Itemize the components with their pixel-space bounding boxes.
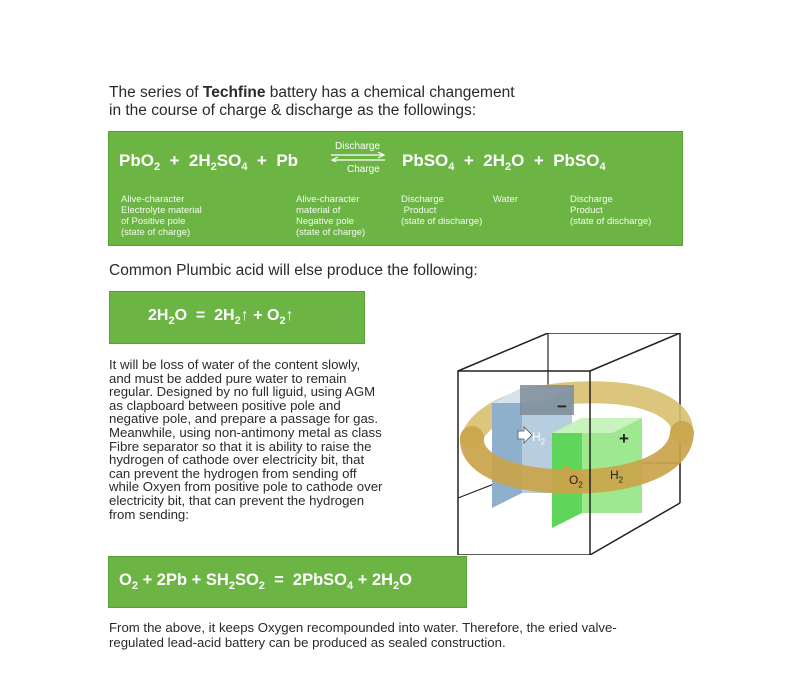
discharge-label: Discharge [335,141,381,152]
h: H [610,468,619,482]
plus: + [253,307,263,324]
charge-label: Charge [347,164,380,175]
intro-line-1 [109,84,609,102]
electrolysis-equation [148,307,294,327]
o2: O [266,307,280,324]
h2so4-mid: SO [216,151,242,170]
equals: = [274,571,284,589]
pbso4: PbSO [402,151,449,170]
o2-label [569,473,583,489]
pbso4: 2PbSO [292,571,347,589]
o2-sub: 2 [131,580,138,592]
gas-up-arrow-icon: ↑ [240,307,249,324]
lhs-o: O [174,307,188,324]
subheading: Common Plumbic acid will else produce the following: [109,262,478,279]
lhs: 2H [148,307,169,324]
h2o-sub: 2 [393,580,400,592]
reversible-arrow [329,140,387,174]
positive-sign: + [619,429,629,448]
h2so4-sub2: 4 [241,161,248,173]
pbso4: PbSO [553,151,600,170]
h: H [532,430,541,444]
h2o-o: O [511,151,525,170]
equation-products [402,151,606,173]
plus: + [142,571,153,589]
caption-pbso4-b: Discharge Product (state of discharge) [570,194,652,227]
caption-pbso4-a: Discharge Product (state of discharge) [401,194,483,227]
battery-cube-graphic [452,333,702,555]
h2so4-sub1: 2 [210,161,217,173]
reaction-equation-box [108,131,683,246]
brand-name: Techfine [202,84,266,101]
intro-line-2: in the course of charge & discharge as the followings: [109,102,477,119]
intro-line1-suffix: battery has a chemical changement [265,84,515,101]
plus: + [256,151,267,170]
inner-h2-label [532,430,545,446]
lhs-sub: 2 [168,315,175,327]
sh: SH [205,571,229,589]
caption-water: Water [493,194,518,205]
h2so4: 2H [188,151,211,170]
equals: = [195,307,206,324]
sub: 2 [540,437,546,447]
sh-sub: 2 [228,580,235,592]
h2: 2H [214,307,235,324]
pb: 2Pb [156,571,188,589]
intro-text [109,84,609,120]
sub: 2 [578,480,583,490]
negative-sign: − [557,397,567,416]
pbo2-sub: 2 [153,161,161,173]
o: O [569,473,579,487]
pbso4-sub: 4 [599,161,606,173]
electrolysis-equation-box [109,291,365,344]
h2o-sub: 2 [505,161,512,173]
h2o: 2H [483,151,505,170]
pb: Pb [276,151,299,170]
plus: + [169,151,180,170]
sub: 2 [618,475,624,485]
h2o-o: O [399,571,413,589]
pbso4-sub: 4 [347,580,354,592]
o2-sub: 2 [279,315,286,327]
plus: + [533,151,544,170]
plus: + [463,151,474,170]
intro-prefix: The series of [109,84,203,101]
description-paragraph: It will be loss of water of the content slowly, and must be added pure water to remain regular. Designed by no full liguid, using AGM as clapboard between positive pole and negative pole, and prepare a passage for gas. Meanwhile, using non-antimony metal as class Fibre separator so that it is ability to raise the hydrogen of cathode over electricity bit, that can prevent the hydrogen from sending off while Oxyen from positive pole to cathode over electricity bit, that can prevent the hydrogen from sending: [109,357,383,522]
conclusion-paragraph: From the above, it keeps Oxygen recompounded into water. Therefore, the eried valve- regulated lead-acid battery can be produced as sealed construction. [109,620,617,650]
caption-pb: Alive-character material of Negative pole (state of charge) [296,194,366,238]
caption-pbo2: Alive-character Electrolyte material of Positive pole (state of charge) [121,194,202,238]
double-arrow-icon [329,152,387,162]
so-sub: 2 [258,580,265,592]
h2o: 2H [371,571,394,589]
pbso4-sub: 4 [448,161,455,173]
h2-label [610,468,623,484]
recombination-equation-box [108,556,467,608]
h2-sub: 2 [234,315,241,327]
plus: + [357,571,368,589]
equation-reactants [119,151,298,173]
o2: O [119,571,132,589]
so: SO [234,571,259,589]
pbo2: PbO [119,151,154,170]
battery-illustration [452,333,702,560]
plus: + [191,571,202,589]
gas-up-arrow-icon: ↑ [285,307,294,324]
recombination-equation [119,571,412,592]
